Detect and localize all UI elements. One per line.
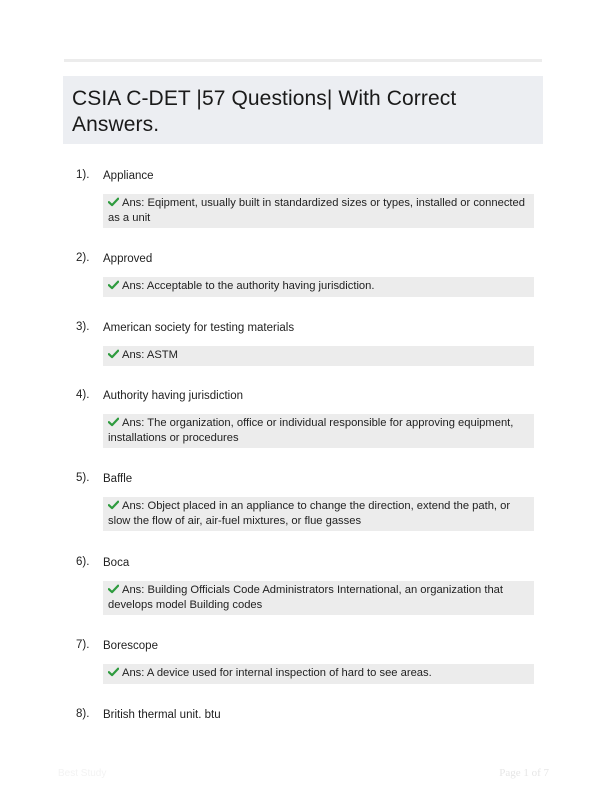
checkmark-icon xyxy=(108,584,119,594)
footer-brand: Best Study xyxy=(58,768,107,779)
checkmark-icon xyxy=(108,280,119,290)
answer-box xyxy=(103,664,534,684)
title-banner xyxy=(63,76,543,144)
question-term: Boca xyxy=(103,557,130,569)
answer-box xyxy=(103,194,534,228)
question-term: American society for testing materials xyxy=(103,322,295,334)
answer-text: Ans: Object placed in an appliance to change the direction, extend the path, or slow the flow of air, air-fuel mixtures, or flue gasses xyxy=(108,500,511,527)
question-number: 2). xyxy=(76,252,90,264)
answer-text: Ans: Acceptable to the authority having jurisdiction. xyxy=(122,280,375,292)
answer-text: Ans: Building Officials Code Administrators International, an organization that develops model Building codes xyxy=(108,584,504,611)
checkmark-icon xyxy=(108,667,119,677)
answer-box xyxy=(103,277,534,297)
question-number: 4). xyxy=(76,389,90,401)
question-number: 6). xyxy=(76,556,90,568)
checkmark-icon xyxy=(108,197,119,207)
answer-text: Ans: The organization, office or individual responsible for approving equipment, installations or procedures xyxy=(108,417,514,444)
answer-text: Ans: Eqipment, usually built in standardized sizes or types, installed or connected as a unit xyxy=(108,197,525,224)
question-number: 8). xyxy=(76,708,90,720)
answer-text: Ans: ASTM xyxy=(122,349,178,361)
checkmark-icon xyxy=(108,417,119,427)
answer-box xyxy=(103,497,534,531)
question-term: Borescope xyxy=(103,640,158,652)
answer-box xyxy=(103,414,534,448)
top-divider xyxy=(64,59,542,62)
document-title: CSIA C-DET |57 Questions| With Correct Answers. xyxy=(72,87,457,136)
question-term: Authority having jurisdiction xyxy=(103,390,243,402)
question-number: 7). xyxy=(76,639,90,651)
answer-text: Ans: A device used for internal inspection of hard to see areas. xyxy=(122,667,432,679)
answer-box xyxy=(103,581,534,615)
question-term: British thermal unit. btu xyxy=(103,709,221,721)
question-number: 1). xyxy=(76,169,90,181)
answer-box xyxy=(103,346,534,366)
checkmark-icon xyxy=(108,349,119,359)
question-number: 5). xyxy=(76,472,90,484)
page-indicator: Page 1 of 7 xyxy=(499,767,549,779)
checkmark-icon xyxy=(108,500,119,510)
question-term: Baffle xyxy=(103,473,133,485)
question-number: 3). xyxy=(76,321,90,333)
question-term: Approved xyxy=(103,253,153,265)
question-term: Appliance xyxy=(103,170,154,182)
